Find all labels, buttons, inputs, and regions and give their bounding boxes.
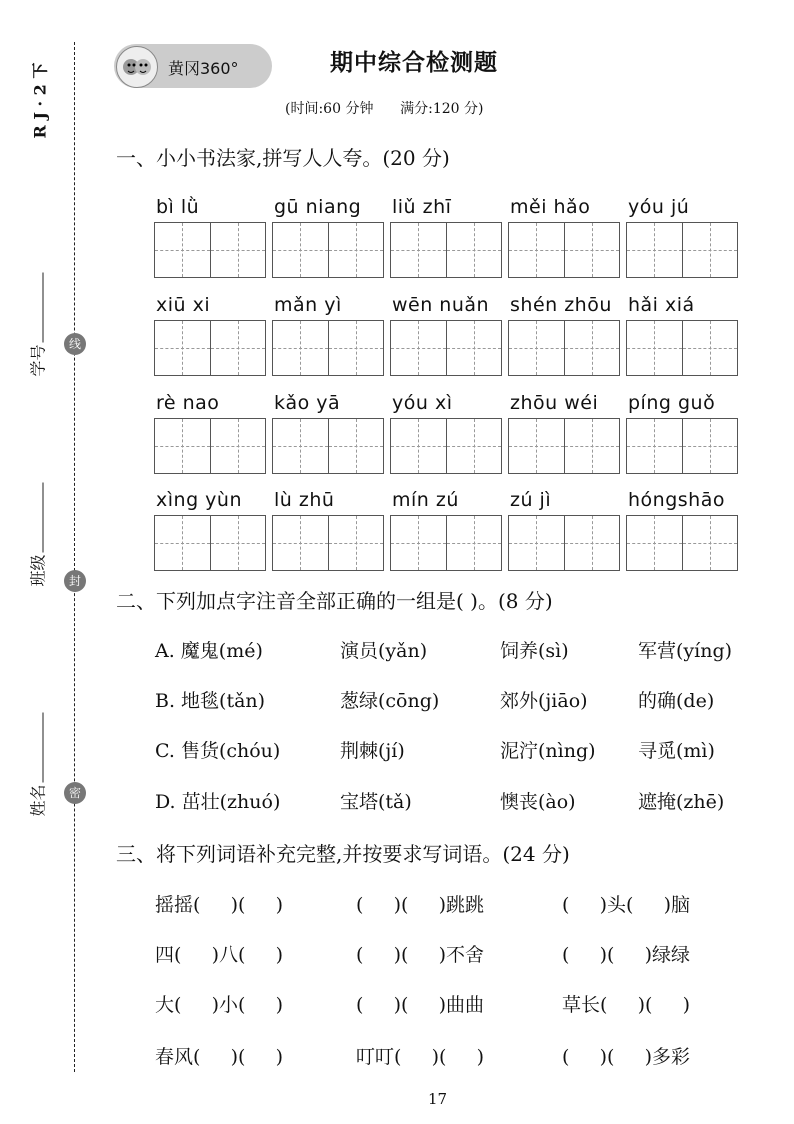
option-item: C. 售货(chóu) xyxy=(155,740,281,762)
word-blank[interactable]: ( )( )不舍 xyxy=(356,944,485,966)
pinyin-label: lù zhū xyxy=(274,489,335,511)
word-blank[interactable]: ( )( )多彩 xyxy=(562,1046,691,1068)
writing-grid[interactable] xyxy=(626,418,738,474)
pinyin-label: yóu jú xyxy=(628,196,690,218)
word-blank[interactable]: 春风( )( ) xyxy=(155,1046,284,1068)
word-blank[interactable]: ( )( )曲曲 xyxy=(356,994,485,1016)
tian-cell[interactable] xyxy=(155,516,210,570)
tian-cell[interactable] xyxy=(273,321,328,375)
pinyin-label: mín zú xyxy=(392,489,459,511)
tian-cell[interactable] xyxy=(210,321,266,375)
tian-cell[interactable] xyxy=(509,419,564,473)
pinyin-label: xiū xi xyxy=(156,294,211,316)
tian-cell[interactable] xyxy=(446,321,502,375)
pinyin-label: kǎo yā xyxy=(274,392,341,414)
binding-line xyxy=(74,42,75,1072)
pinyin-label: liǔ zhī xyxy=(392,196,452,218)
seal-mark-seal: 封 xyxy=(64,570,86,592)
option-item: B. 地毯(tǎn) xyxy=(155,690,266,712)
student-id-label: 学号 xyxy=(26,267,49,377)
pinyin-label: gū niang xyxy=(274,196,362,218)
writing-grid[interactable] xyxy=(272,222,384,278)
writing-grid[interactable] xyxy=(508,222,620,278)
seal-mark-secret: 密 xyxy=(64,782,86,804)
writing-grid[interactable] xyxy=(154,320,266,376)
tian-cell[interactable] xyxy=(155,223,210,277)
word-blank[interactable]: 大( )小( ) xyxy=(155,994,284,1016)
option-item: 的确(de) xyxy=(638,690,715,712)
tian-cell[interactable] xyxy=(509,223,564,277)
tian-cell[interactable] xyxy=(627,321,682,375)
writing-grid[interactable] xyxy=(390,320,502,376)
tian-cell[interactable] xyxy=(210,223,266,277)
tian-cell[interactable] xyxy=(273,516,328,570)
word-blank[interactable]: ( )头( )脑 xyxy=(562,894,691,916)
option-item: 饲养(sì) xyxy=(500,640,569,662)
writing-grid[interactable] xyxy=(390,515,502,571)
section2-title: 二、下列加点字注音全部正确的一组是( )。(8 分) xyxy=(116,589,553,613)
tian-cell[interactable] xyxy=(328,321,384,375)
writing-grid[interactable] xyxy=(154,418,266,474)
writing-grid[interactable] xyxy=(390,418,502,474)
section1-title: 一、小小书法家,拼写人人夸。(20 分) xyxy=(116,146,450,170)
page-number: 17 xyxy=(428,1090,448,1108)
option-item: 宝塔(tǎ) xyxy=(340,791,412,813)
option-item: A. 魔鬼(mé) xyxy=(155,640,263,662)
pinyin-label: hóngshāo xyxy=(628,489,725,511)
word-blank[interactable]: 摇摇( )( ) xyxy=(155,894,284,916)
pinyin-label: hǎi xiá xyxy=(628,294,695,316)
pinyin-label: měi hǎo xyxy=(510,196,591,218)
tian-cell[interactable] xyxy=(328,223,384,277)
pinyin-label: píng guǒ xyxy=(628,392,716,414)
tian-cell[interactable] xyxy=(210,516,266,570)
word-blank[interactable]: 草长( )( ) xyxy=(562,994,691,1016)
option-item: 泥泞(nìng) xyxy=(500,740,596,762)
brand-text: 黄冈360° xyxy=(168,59,239,78)
tian-cell[interactable] xyxy=(509,516,564,570)
tian-cell[interactable] xyxy=(446,419,502,473)
option-item: 军营(yíng) xyxy=(638,640,733,662)
writing-grid[interactable] xyxy=(272,515,384,571)
option-item: 寻觅(mì) xyxy=(638,740,715,762)
tian-cell[interactable] xyxy=(564,223,620,277)
writing-grid[interactable] xyxy=(390,222,502,278)
tian-cell[interactable] xyxy=(391,223,446,277)
writing-grid[interactable] xyxy=(154,515,266,571)
writing-grid[interactable] xyxy=(508,418,620,474)
option-item: 葱绿(cōng) xyxy=(340,690,440,712)
mascot-icon xyxy=(116,46,158,88)
tian-cell[interactable] xyxy=(328,419,384,473)
tian-cell[interactable] xyxy=(391,419,446,473)
pinyin-label: zhōu wéi xyxy=(510,392,599,414)
edition-label: R J · 2 下 xyxy=(30,62,50,139)
name-label: 姓名 xyxy=(26,707,49,817)
tian-cell[interactable] xyxy=(682,223,738,277)
tian-cell[interactable] xyxy=(273,223,328,277)
writing-grid[interactable] xyxy=(626,320,738,376)
tian-cell[interactable] xyxy=(391,516,446,570)
writing-grid[interactable] xyxy=(626,222,738,278)
seal-mark-line: 线 xyxy=(64,333,86,355)
tian-cell[interactable] xyxy=(627,516,682,570)
option-item: 郊外(jiāo) xyxy=(500,690,588,712)
writing-grid[interactable] xyxy=(272,418,384,474)
exam-info: (时间:60 分钟 满分:120 分) xyxy=(285,101,484,117)
writing-grid[interactable] xyxy=(272,320,384,376)
page-title: 期中综合检测题 xyxy=(330,50,498,76)
tian-cell[interactable] xyxy=(155,419,210,473)
pinyin-label: yóu xì xyxy=(392,392,453,414)
section3-title: 三、将下列词语补充完整,并按要求写词语。(24 分) xyxy=(116,842,570,866)
tian-cell[interactable] xyxy=(273,419,328,473)
pinyin-label: zú jì xyxy=(510,489,552,511)
tian-cell[interactable] xyxy=(627,419,682,473)
option-item: 懊丧(ào) xyxy=(500,791,576,813)
word-blank[interactable]: ( )( )跳跳 xyxy=(356,894,485,916)
tian-cell[interactable] xyxy=(446,223,502,277)
brand-badge xyxy=(114,44,272,88)
pinyin-label: rè nao xyxy=(156,392,220,414)
writing-grid[interactable] xyxy=(508,320,620,376)
tian-cell[interactable] xyxy=(446,516,502,570)
option-item: 遮掩(zhē) xyxy=(638,791,725,813)
tian-cell[interactable] xyxy=(509,321,564,375)
writing-grid[interactable] xyxy=(154,222,266,278)
tian-cell[interactable] xyxy=(564,419,620,473)
tian-cell[interactable] xyxy=(564,321,620,375)
writing-grid[interactable] xyxy=(626,515,738,571)
pinyin-label: bì lǜ xyxy=(156,196,200,218)
tian-cell[interactable] xyxy=(682,419,738,473)
writing-grid[interactable] xyxy=(508,515,620,571)
option-item: 演员(yǎn) xyxy=(340,640,428,662)
pinyin-label: shén zhōu xyxy=(510,294,612,316)
class-label: 班级 xyxy=(26,477,49,587)
tian-cell[interactable] xyxy=(682,516,738,570)
option-item: D. 茁壮(zhuó) xyxy=(155,791,281,813)
tian-cell[interactable] xyxy=(564,516,620,570)
tian-cell[interactable] xyxy=(155,321,210,375)
tian-cell[interactable] xyxy=(627,223,682,277)
word-blank[interactable]: 四( )八( ) xyxy=(155,944,284,966)
tian-cell[interactable] xyxy=(682,321,738,375)
tian-cell[interactable] xyxy=(391,321,446,375)
tian-cell[interactable] xyxy=(210,419,266,473)
tian-cell[interactable] xyxy=(328,516,384,570)
pinyin-label: xìng yùn xyxy=(156,489,242,511)
word-blank[interactable]: 叮叮( )( ) xyxy=(356,1046,485,1068)
pinyin-label: mǎn yì xyxy=(274,294,342,316)
pinyin-label: wēn nuǎn xyxy=(392,294,490,316)
option-item: 荆棘(jí) xyxy=(340,740,405,762)
word-blank[interactable]: ( )( )绿绿 xyxy=(562,944,691,966)
